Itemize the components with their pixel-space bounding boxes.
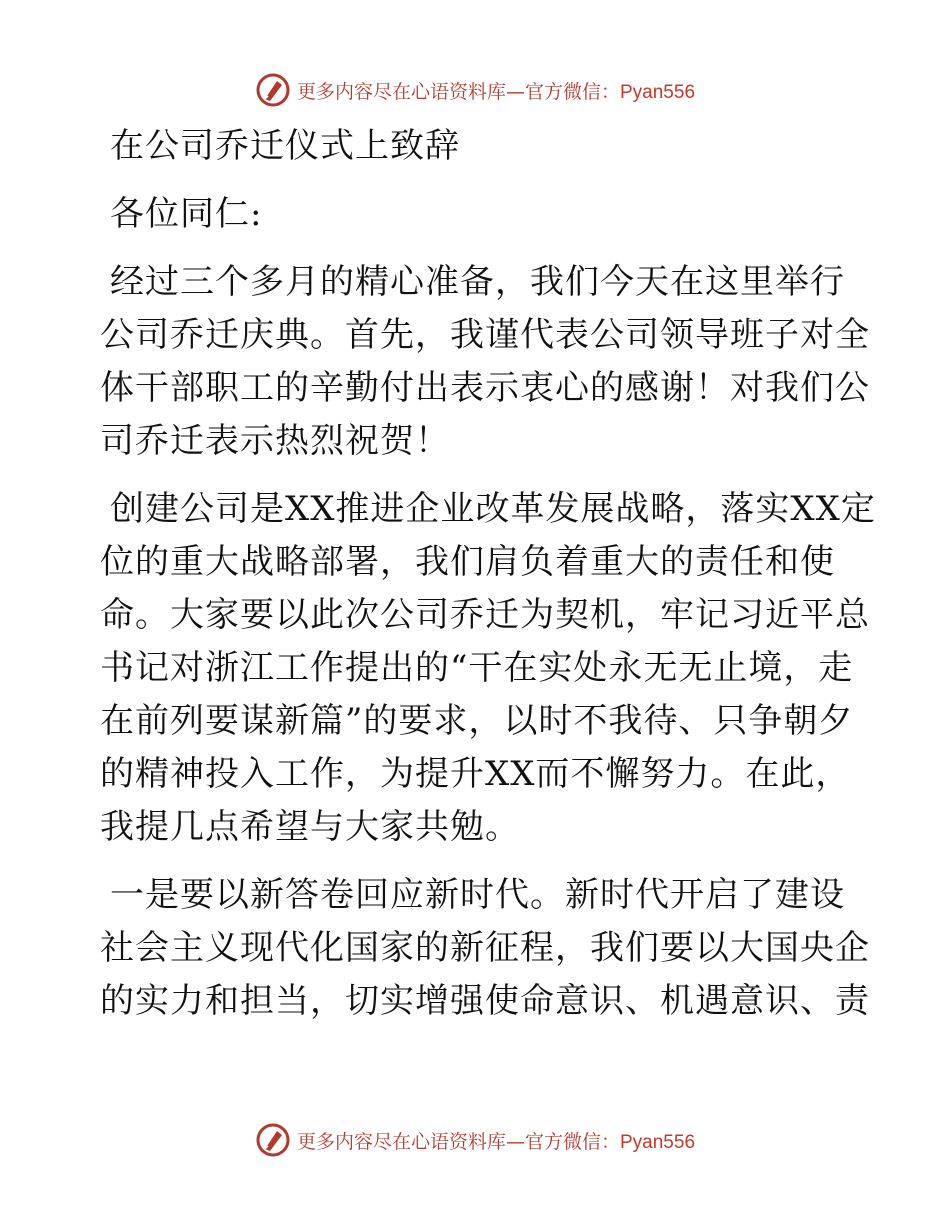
paragraph-line: 司乔迁表示热烈祝贺！ [100, 421, 450, 461]
paragraph-line: 社会主义现代化国家的新征程，我们要以大国央企 [100, 928, 870, 968]
footer-banner [0, 1120, 950, 1160]
paragraph-line: 在前列要谋新篇”的要求，以时不我待、只争朝夕 [100, 701, 854, 741]
pen-nib-logo-icon [255, 1122, 291, 1158]
paragraph-line: 体干部职工的辛勤付出表示衷心的感谢！对我们公 [100, 368, 870, 408]
document-title: 在公司乔迁仪式上致辞 [110, 126, 460, 166]
paragraph-line: 位的重大战略部署，我们肩负着重大的责任和使 [100, 542, 835, 582]
paragraph-line: 公司乔迁庆典。首先，我谨代表公司领导班子对全 [100, 315, 870, 355]
paragraph-1 [100, 256, 870, 468]
document-body [100, 120, 876, 1043]
paragraph-line: 命。大家要以此次公司乔迁为契机，牢记习近平总 [100, 595, 870, 635]
paragraph-line: 的精神投入工作，为提升XX而不懈努力。在此， [100, 754, 851, 794]
pen-nib-logo-icon [255, 72, 291, 108]
greeting: 各位同仁: [110, 194, 263, 234]
paragraph-line: 的实力和担当，切实增强使命意识、机遇意识、责 [100, 981, 870, 1021]
paragraph-line: 创建公司是XX推进企业改革发展战略，落实XX定 [110, 489, 876, 529]
paragraph-line: 经过三个多月的精心准备，我们今天在这里举行 [110, 262, 845, 302]
paragraph-3 [100, 869, 870, 1028]
paragraph-line: 我提几点希望与大家共勉。 [100, 807, 520, 847]
paragraph-line: 书记对浙江工作提出的“干在实处永无无止境，走 [100, 648, 854, 688]
banner-text: 更多内容尽在心语资料库—官方微信：Pyan556 [296, 80, 696, 103]
banner-text: 更多内容尽在心语资料库—官方微信：Pyan556 [296, 1130, 696, 1153]
header-banner [0, 70, 950, 110]
paragraph-line: 一是要以新答卷回应新时代。新时代开启了建设 [110, 875, 845, 915]
paragraph-2 [100, 483, 876, 854]
